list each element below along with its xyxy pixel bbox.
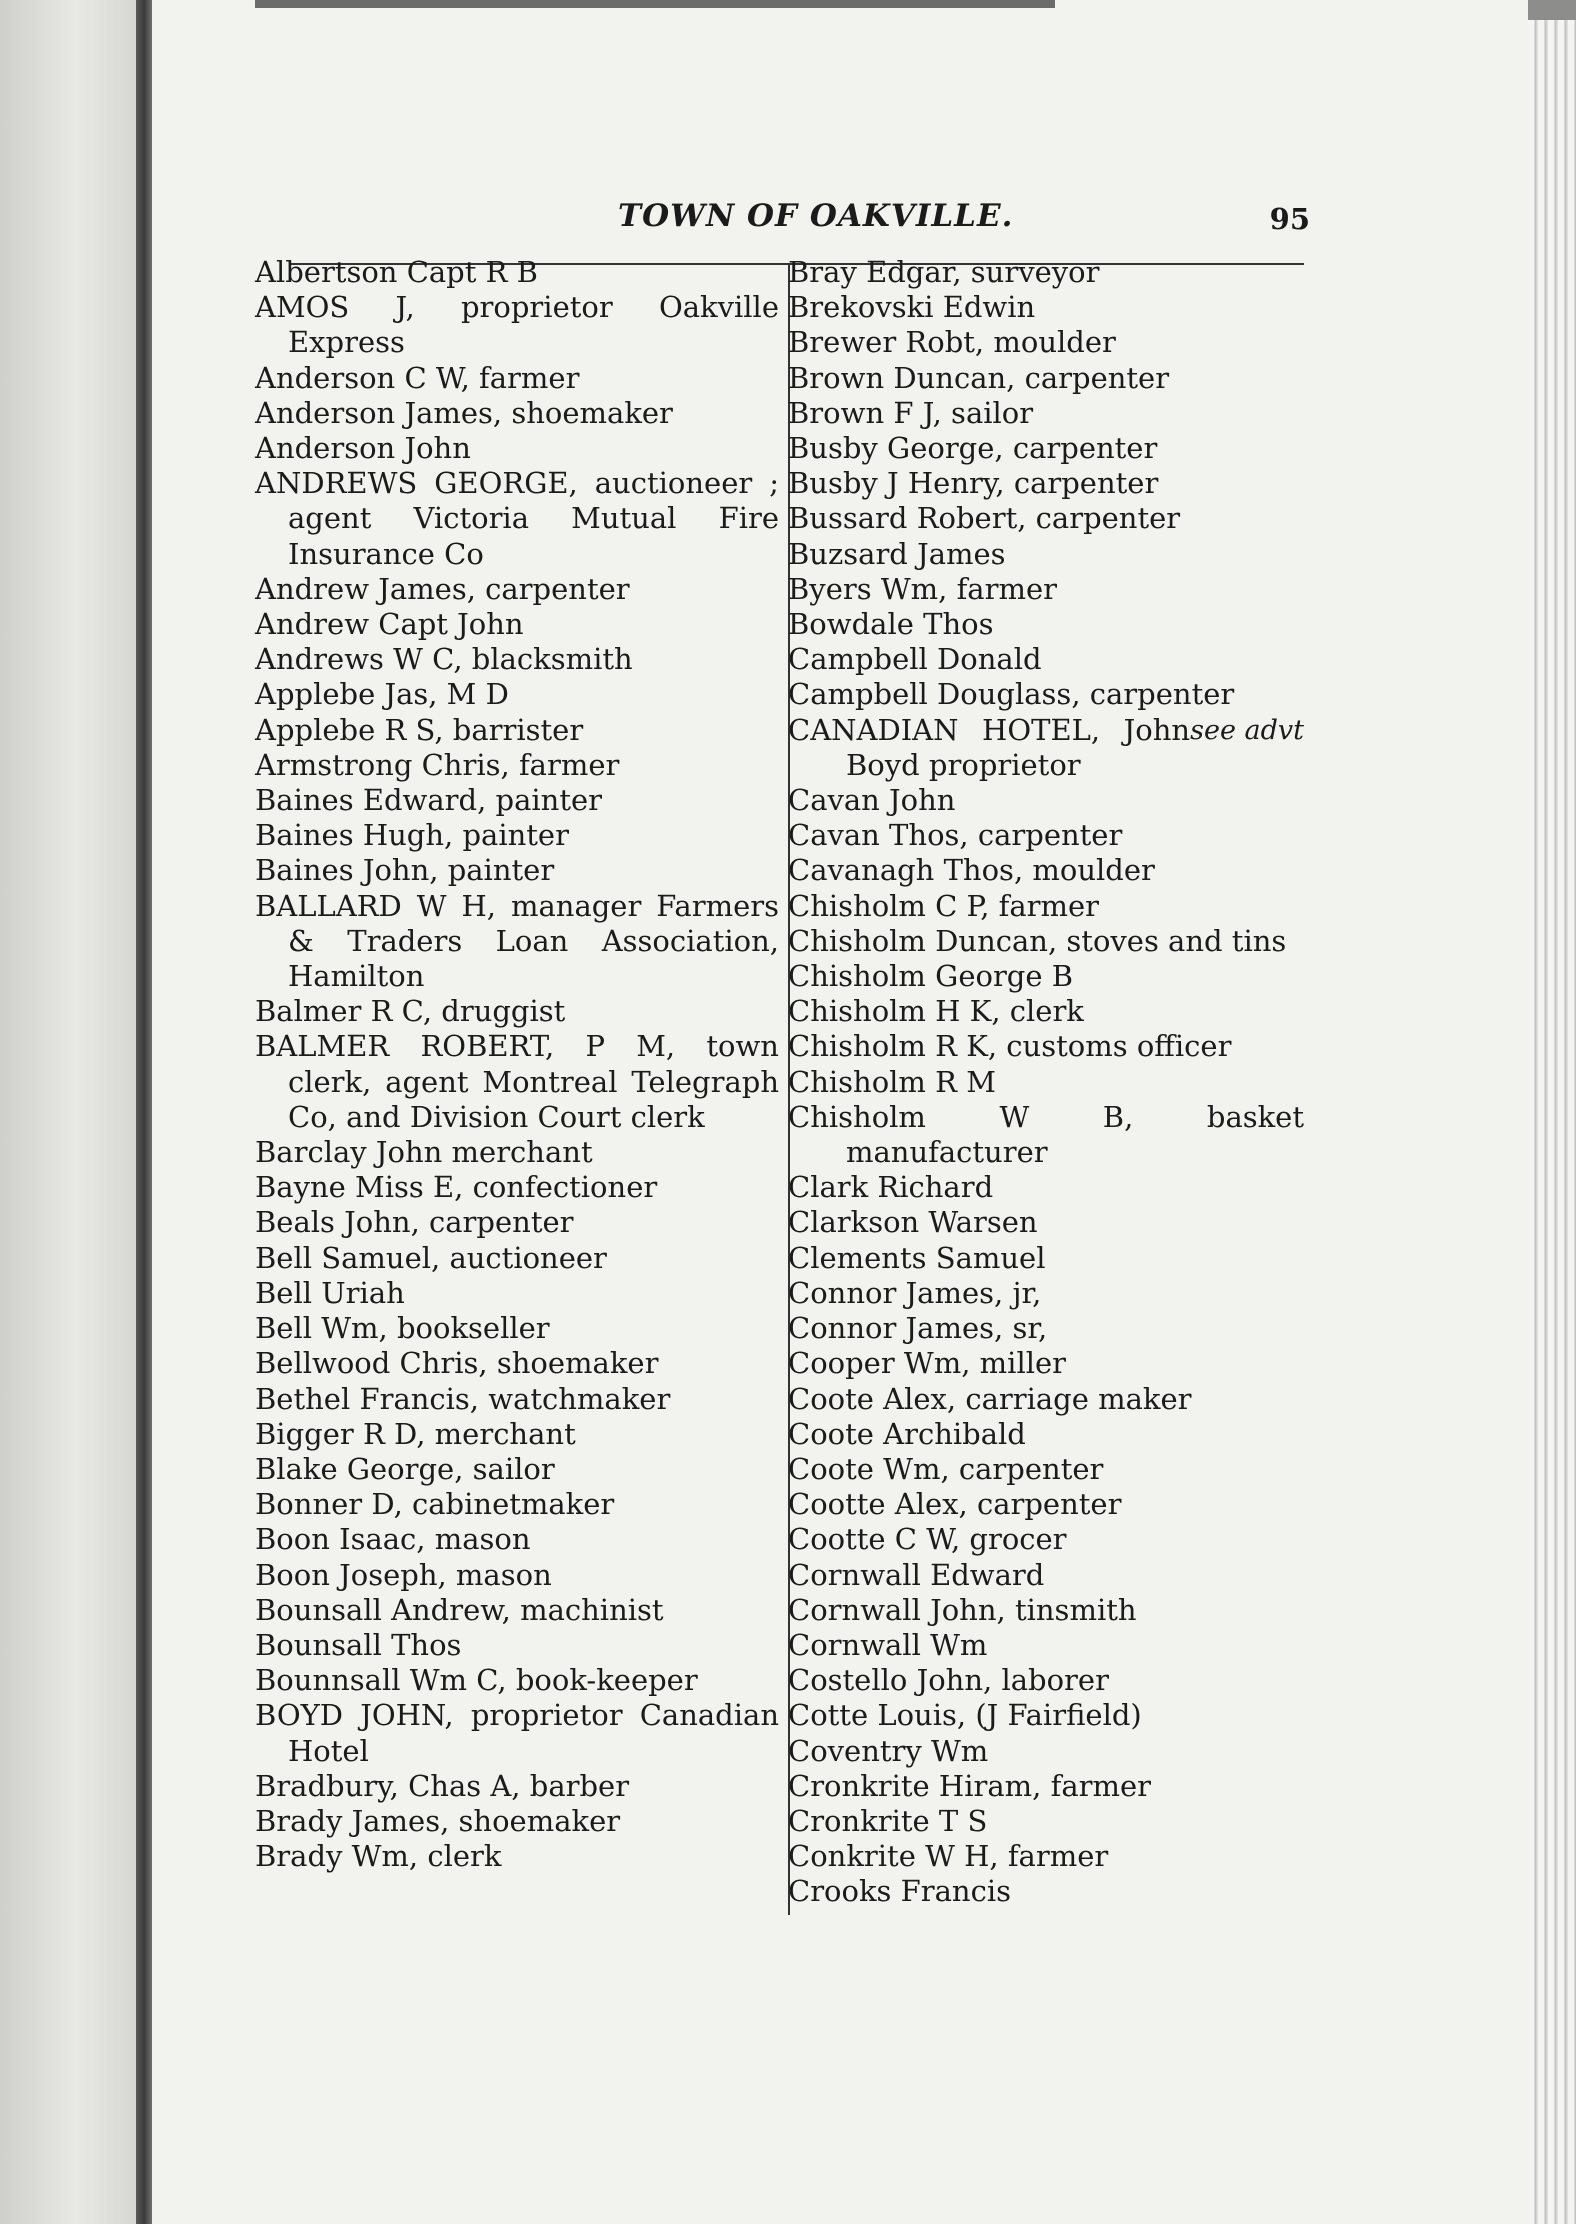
directory-entry [255,290,779,360]
entry-name: Bell Wm, [255,1311,388,1346]
entry-description: laborer [992,1663,1109,1698]
entry-description: barrister [443,712,584,747]
entry-description: merchant [425,1416,576,1451]
entry-description: tinsmith [1005,1592,1137,1627]
directory-entry [255,853,779,888]
directory-entry [788,889,1304,924]
entry-name: Chisholm R K, [788,1029,998,1064]
entry-name: Cronkrite Hiram, [788,1768,1042,1803]
entry-name: Blake George, [255,1451,464,1486]
entry-description: clerk [1000,994,1084,1029]
directory-entry [255,572,779,607]
directory-entry [255,1558,779,1593]
entry-name: BOYD JOHN, [255,1698,454,1733]
entry-name: Cavanagh Thos, [788,853,1024,888]
entry-name: AMOS J, [255,290,415,325]
page-stack-edge [1528,20,1576,2224]
entry-description: sailor [941,395,1034,430]
directory-entry [255,1593,779,1628]
entry-name: Andrews W C, [255,642,463,677]
directory-entry [788,924,1304,959]
directory-entry [788,1663,1304,1698]
entry-name: Cootte Alex, [788,1487,968,1522]
entry-name: Anderson John [255,431,471,466]
entry-description: auctioneer ; agent Victoria Mutual Fire Insurance Co [288,466,780,571]
directory-entry [255,361,779,396]
entry-description: miller [970,1346,1067,1381]
entry-name: Barclay John [255,1135,443,1170]
entry-description: sr, [1003,1311,1048,1346]
entry-description: carpenter [1004,466,1159,501]
entry-description: P M, town clerk, agent Montreal Telegraph Co, and Division Court clerk [288,1029,779,1134]
entry-description: proprietor Canadian Hotel [288,1698,779,1768]
entry-name: Armstrong Chris, [255,747,510,782]
entry-name: Bigger R D, [255,1416,426,1451]
entry-name: Chisholm R M [788,1064,996,1099]
directory-entry [788,1874,1304,1909]
directory-entry [788,1241,1304,1276]
entry-description: barber [520,1768,630,1803]
directory-entry [255,1698,779,1768]
directory-entry [788,853,1304,888]
directory-entry [788,255,1304,290]
entry-description: mason [425,1522,531,1557]
entry-name: BALMER ROBERT, [255,1029,555,1064]
entry-description: farmer [469,360,580,395]
directory-entry [788,1065,1304,1100]
directory-entry [255,1804,779,1839]
entry-description: farmer [998,1839,1109,1874]
entry-name: Applebe Jas, [255,677,438,712]
entry-name: Clarkson Warsen [788,1205,1038,1240]
entry-name: BALLARD W H, [255,888,497,923]
directory-entry [788,396,1304,431]
entry-name: Conkrite W H, [788,1839,999,1874]
entry-name: Coventry Wm [788,1733,989,1768]
entry-name: Brady James, [255,1803,450,1838]
left-page-edge [0,0,138,2224]
entry-name: Buzsard James [788,536,1006,571]
directory-entry [255,1170,779,1205]
directory-entry [788,1311,1304,1346]
entry-description: stoves and tins [1057,923,1287,958]
entry-name: Cooper Wm, [788,1346,971,1381]
entry-description: druggist [432,994,566,1029]
entry-name: Brewer Robt, [788,325,985,360]
entry-name: Cornwall John, [788,1592,1006,1627]
entry-name: Bell Samuel, [255,1240,441,1275]
directory-entry [788,1029,1304,1064]
entry-description: painter [438,853,555,888]
entry-description: carpenter [968,818,1123,853]
top-shadow-strip [255,0,1055,8]
entry-description: farmer [947,571,1057,606]
entry-name: Cornwall Edward [788,1557,1045,1592]
entry-name: Brekovski Edwin [788,290,1036,325]
entry-name: Chisholm W B, [788,1099,1134,1134]
entry-description: carpenter [1080,677,1235,712]
entry-name: Baines John, [255,853,439,888]
directory-entry [788,537,1304,572]
entry-description: confectioner [463,1170,658,1205]
directory-entry [255,1663,779,1698]
entry-name: Coote Archibald [788,1416,1026,1451]
entry-description: carpenter [419,1205,574,1240]
entry-description: carpenter [949,1451,1104,1486]
entry-name: Andrew James, [255,571,476,606]
entry-description: painter [453,818,569,853]
entry-description: John Boyd proprietor [846,712,1191,782]
directory-entry [788,994,1304,1029]
entry-description: painter [486,783,603,818]
entry-name: Albertson Capt R B [255,255,538,289]
entry-name: Boon Joseph, [255,1557,447,1592]
entry-name: Cavan John [788,783,956,818]
directory-entry [788,361,1304,396]
entry-name: Bell Uriah [255,1275,405,1310]
entry-name: Costello John, [788,1663,993,1698]
entry-description: bookseller [387,1311,550,1346]
directory-entry [788,642,1304,677]
directory-entry [788,572,1304,607]
entry-description: carpenter [967,1487,1122,1522]
directory-entry [255,1417,779,1452]
entry-description: shoemaker [487,1346,659,1381]
directory-entry [255,677,779,712]
directory-entry [788,325,1304,360]
entry-name: Bayne Miss E, [255,1170,464,1205]
directory-entry [255,818,779,853]
entry-name: Chisholm C P, [788,888,990,923]
directory-entry [788,959,1304,994]
entry-description: clerk [418,1839,502,1874]
entry-name: Bradbury, Chas A, [255,1768,521,1803]
entry-description: jr, [1003,1275,1042,1310]
entry-name: Bellwood Chris, [255,1346,488,1381]
entry-name: Brown F J, [788,395,942,430]
entry-name: Cavan Thos, [788,818,969,853]
directory-entry [255,1205,779,1240]
entry-name: ANDREWS GEORGE, [255,466,578,501]
directory-entry [255,431,779,466]
entry-description: M D [437,677,509,712]
directory-entry [788,1205,1304,1240]
directory-entry [255,1839,779,1874]
entry-name: Bray Edgar, [788,255,962,289]
entry-description: carpenter [475,571,630,606]
directory-entry [788,1346,1304,1381]
entry-name: Anderson C W, [255,360,470,395]
entry-name: Coote Alex, [788,1381,957,1416]
entry-description: watchmaker [479,1381,671,1416]
directory-entry [788,1522,1304,1557]
entry-description: moulder [984,325,1116,360]
directory-entry [788,818,1304,853]
directory-entry [255,1769,779,1804]
directory-entry [255,607,779,642]
left-column [255,255,779,1874]
directory-entry [788,466,1304,501]
entry-name: CANADIAN HOTEL, [788,712,1101,747]
entry-name: Campbell Donald [788,642,1042,677]
entry-description: sailor [463,1451,555,1486]
directory-entry [255,1522,779,1557]
entry-description: farmer [989,888,1100,923]
entry-note: see advt [1190,714,1304,746]
running-title: TOWN OF OAKVILLE. [618,198,1014,234]
directory-entry [255,783,779,818]
directory-entry [255,1276,779,1311]
entry-name: Bounsall Andrew, [255,1592,511,1627]
entry-name: Cronkrite T S [788,1803,988,1838]
directory-entry [255,1346,779,1381]
directory-entry [255,748,779,783]
entry-description: basket manufacturer [846,1099,1304,1170]
directory-entry [255,889,779,995]
directory-entry [255,1241,779,1276]
entry-description: carriage maker [956,1381,1192,1416]
entry-name: Applebe R S, [255,712,444,747]
right-column [788,255,1304,1910]
directory-entry [788,1839,1304,1874]
entry-name: Busby J Henry, [788,466,1005,501]
entry-name: Anderson James, [255,395,503,430]
entry-name: Brady Wm, [255,1839,419,1874]
entry-description: customs officer [997,1029,1232,1064]
entry-name: Connor James, [788,1275,1004,1310]
directory-entry [788,1734,1304,1769]
entry-description: carpenter [1003,431,1158,466]
entry-description: mason [446,1557,552,1592]
entry-name: Chisholm H K, [788,994,1001,1029]
directory-entry [788,501,1304,536]
directory-entry [788,713,1304,783]
directory-entry [788,1558,1304,1593]
entry-description: blacksmith [462,642,633,677]
directory-entry [788,1769,1304,1804]
directory-entry [788,1804,1304,1839]
directory-entry [255,642,779,677]
directory-entry [255,994,779,1029]
entry-description: (J Fairfield) [966,1698,1142,1733]
directory-entry [788,1170,1304,1205]
directory-entry [788,290,1304,325]
entry-name: Clements Samuel [788,1240,1046,1275]
entry-name: Busby George, [788,431,1004,466]
directory-entry [255,1382,779,1417]
entry-name: Bounsall Thos [255,1627,462,1662]
page-header [250,192,1310,242]
directory-entry [788,783,1304,818]
page-number: 95 [1269,202,1310,236]
entry-name: Beals John, [255,1205,420,1240]
directory-entry [788,1593,1304,1628]
directory-entry [255,396,779,431]
directory-entry [788,1276,1304,1311]
entry-name: Baines Edward, [255,783,487,818]
entry-name: Balmer R C, [255,994,433,1029]
entry-name: Cootte C W, [788,1522,961,1557]
directory-entry [255,1487,779,1522]
entry-description: surveyor [961,255,1100,289]
entry-name: Chisholm George B [788,959,1074,994]
entry-description: machinist [510,1592,664,1627]
entry-name: Bonner D, [255,1487,403,1522]
entry-name: Clark Richard [788,1170,994,1205]
entry-name: Brown Duncan, [788,360,1016,395]
entry-description: shoemaker [449,1803,621,1838]
entry-name: Bussard Robert, [788,501,1027,536]
directory-entry [255,1452,779,1487]
entry-name: Cotte Louis, [788,1698,967,1733]
entry-description: manager Farmers & Traders Loan Association, Hamilton [288,888,779,994]
directory-entry [788,1487,1304,1522]
book-gutter [136,0,152,2224]
directory-entry [788,431,1304,466]
directory-entry [255,1628,779,1663]
entry-description: grocer [960,1522,1067,1557]
directory-entry [788,1628,1304,1663]
entry-description: auctioneer [440,1240,607,1275]
entry-name: Andrew Capt John [255,607,524,642]
directory-entry [788,1698,1304,1733]
entry-description: carpenter [1015,360,1170,395]
entry-name: Campbell Douglass, [788,677,1081,712]
directory-entry [255,466,779,572]
entry-description: moulder [1023,853,1155,888]
directory-entry [255,1311,779,1346]
entry-description: merchant [442,1135,593,1170]
entry-description: book-keeper [506,1663,698,1698]
entry-name: Byers Wm, [788,571,948,606]
entry-description: carpenter [1026,501,1181,536]
directory-entry [788,1100,1304,1170]
directory-entry [255,255,779,290]
directory-entry [255,713,779,748]
entry-name: Bounnsall Wm C, [255,1663,507,1698]
entry-name: Boon Isaac, [255,1522,426,1557]
entry-description: farmer [1041,1768,1152,1803]
entry-name: Crooks Francis [788,1874,1011,1909]
entry-name: Bowdale Thos [788,607,994,642]
directory-entry [788,1382,1304,1417]
entry-description: farmer [509,747,620,782]
entry-description: shoemaker [502,395,673,430]
directory-entry [788,1417,1304,1452]
directory-entry [788,677,1304,712]
entry-name: Baines Hugh, [255,818,454,853]
entry-name: Cornwall Wm [788,1627,988,1662]
entry-description: proprietor Oakville Express [288,290,779,360]
directory-entry [788,1452,1304,1487]
entry-name: Bethel Francis, [255,1381,480,1416]
directory-entry [788,607,1304,642]
entry-name: Coote Wm, [788,1451,950,1486]
directory-entry [255,1029,779,1135]
entry-name: Connor James, [788,1311,1004,1346]
entry-name: Chisholm Duncan, [788,923,1058,958]
entry-description: cabinetmaker [402,1487,615,1522]
directory-entry [255,1135,779,1170]
